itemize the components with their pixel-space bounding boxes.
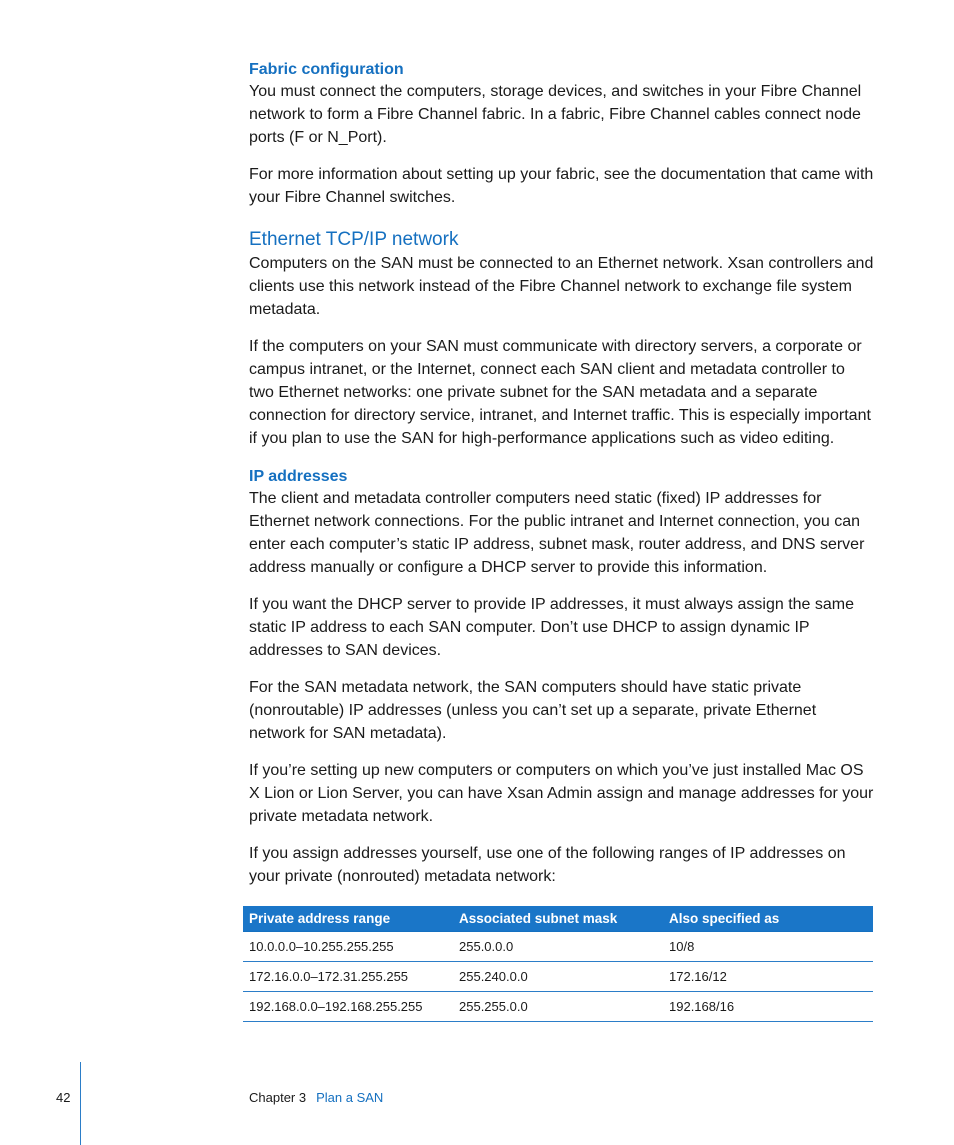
ip-paragraph-1: The client and metadata controller computers need static (fixed) IP addresses for Ethernet network connections. For the public intranet and Internet connection, you can enter each computer’s static IP address, subnet mask, router address, and DNS server address manually or configure a DHCP server to provide this information.	[249, 490, 865, 576]
ethernet-paragraph-2: If the computers on your SAN must communicate with directory servers, a corporate or campus intranet, or the Internet, connect each SAN client and metadata controller to two Ethernet networks: one private subnet for the SAN metadata and a separate connection for directory service, intranet, and Internet traffic. This is especially important if you plan to use the SAN for high-performance applications such as video editing.	[249, 338, 871, 447]
table-row	[243, 932, 873, 962]
fabric-paragraph-1: You must connect the computers, storage devices, and switches in your Fibre Channel network to form a Fibre Channel fabric. In a fabric, Fibre Channel cables connect node ports (F or N_Port).	[249, 83, 862, 146]
chapter-footer	[249, 1090, 383, 1105]
cell-cidr: 172.16/12	[663, 962, 873, 992]
page-content	[249, 60, 874, 888]
cell-mask: 255.0.0.0	[453, 932, 663, 962]
footer-divider	[80, 1062, 81, 1145]
header-private-range: Private address range	[243, 906, 453, 932]
cell-mask: 255.255.0.0	[453, 992, 663, 1022]
ip-paragraph-2: If you want the DHCP server to provide IP addresses, it must always assign the same static IP address to each SAN computer. Don’t use DHCP to assign dynamic IP addresses to SAN devices.	[249, 596, 855, 659]
header-subnet-mask: Associated subnet mask	[453, 906, 663, 932]
cell-range: 172.16.0.0–172.31.255.255	[243, 962, 453, 992]
address-range-table	[243, 906, 873, 1022]
ip-paragraph-5: If you assign addresses yourself, use one of the following ranges of IP addresses on your private (nonrouted) metadata network:	[249, 845, 846, 885]
fabric-heading: Fabric configuration	[249, 61, 404, 78]
cell-range: 192.168.0.0–192.168.255.255	[243, 992, 453, 1022]
cell-cidr: 10/8	[663, 932, 873, 962]
chapter-label: Chapter 3	[249, 1090, 307, 1105]
ip-heading: IP addresses	[249, 468, 348, 485]
table-row	[243, 992, 873, 1022]
cell-range: 10.0.0.0–10.255.255.255	[243, 932, 453, 962]
ethernet-heading: Ethernet TCP/IP network	[249, 229, 459, 250]
ip-paragraph-3: For the SAN metadata network, the SAN computers should have static private (nonroutable) IP addresses (unless you can’t set up a separate, private Ethernet network for SAN metadata).	[249, 679, 817, 742]
header-also-specified: Also specified as	[663, 906, 873, 932]
cell-mask: 255.240.0.0	[453, 962, 663, 992]
fabric-paragraph-2: For more information about setting up your fabric, see the documentation that came with your Fibre Channel switches.	[249, 166, 874, 206]
table-header-row	[243, 906, 873, 932]
chapter-title-link[interactable]: Plan a SAN	[316, 1090, 384, 1105]
table-row	[243, 962, 873, 992]
ethernet-paragraph-1: Computers on the SAN must be connected to an Ethernet network. Xsan controllers and clients use this network instead of the Fibre Channel network to exchange file system metadata.	[249, 255, 874, 318]
cell-cidr: 192.168/16	[663, 992, 873, 1022]
ip-paragraph-4: If you’re setting up new computers or computers on which you’ve just installed Mac OS X Lion or Lion Server, you can have Xsan Admin assign and manage addresses for your private metadata network.	[249, 762, 874, 825]
page-number: 42	[56, 1090, 71, 1105]
